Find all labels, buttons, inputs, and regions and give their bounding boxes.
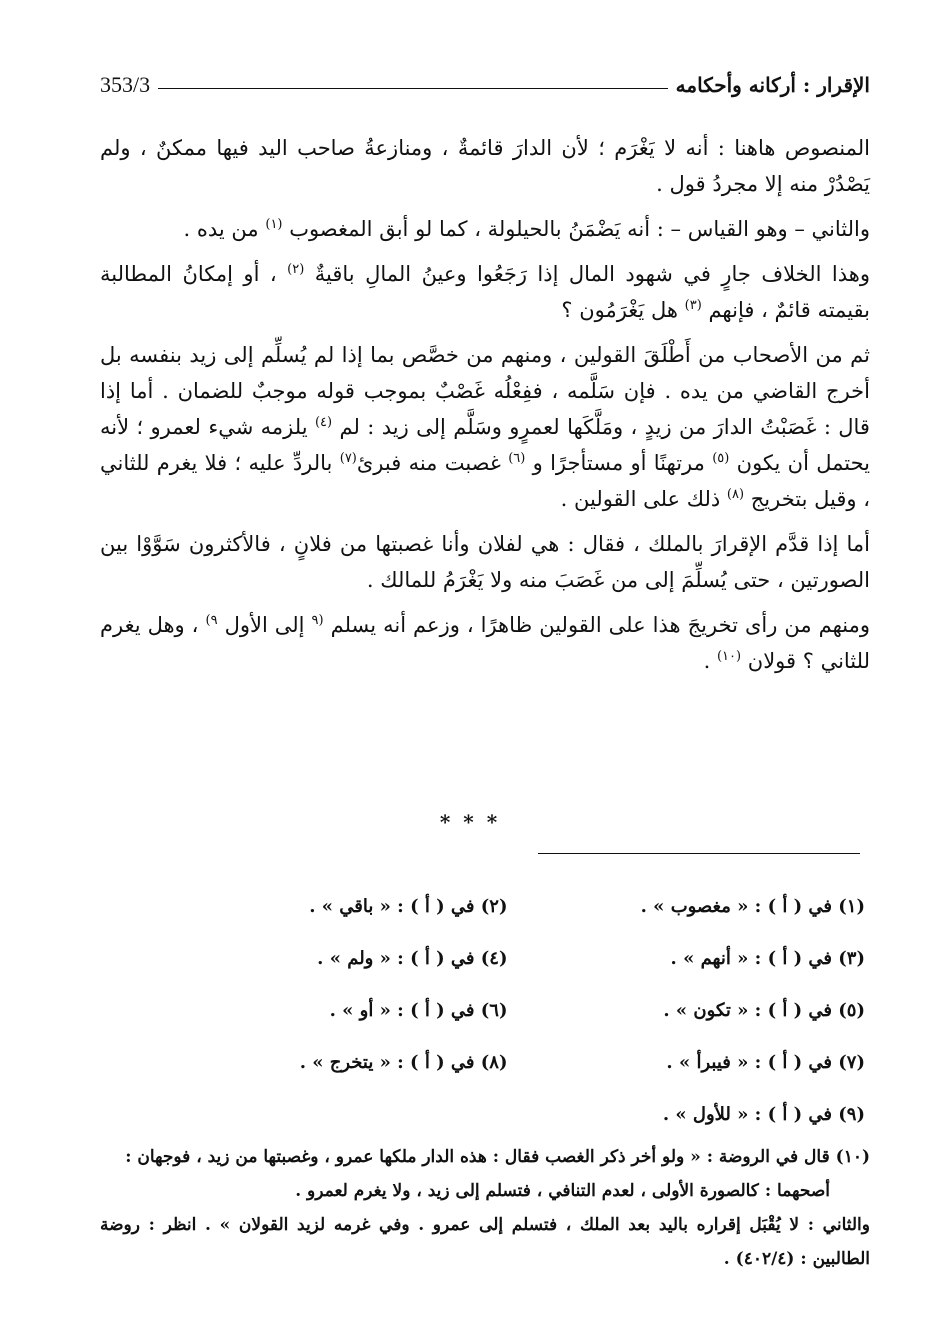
paragraph-2-text-b: من يده . — [183, 217, 259, 241]
footnote-row — [150, 984, 865, 1036]
paragraph-3-text-c: هل يَغْرَمُون ؟ — [561, 298, 678, 322]
footnote-ref-9-open: (٩ — [311, 613, 324, 628]
footnote-10-line-3: والثاني : لا يُقْبَل إقراره باليد بعد الملك ، فتسلم إلى عمرو . وفي غرمه لزيد القولان » . انظر : روضة الطالبين : (٤٠٢/٤) . — [100, 1215, 870, 1269]
paragraph-1 — [100, 130, 870, 202]
footnote-ref-7: (٧) — [339, 451, 357, 466]
paragraph-5 — [100, 526, 870, 598]
footnote-ref-6: (٦) — [508, 451, 526, 466]
footnote-10 — [100, 1140, 870, 1276]
footnote-1: (١) في ( أ ) : « مغصوب » . — [640, 895, 865, 917]
main-text — [100, 130, 870, 679]
footnote-row — [150, 932, 865, 984]
paragraph-4-text-c: مرتهنًا أو مستأجرًا و — [532, 451, 705, 475]
paragraph-6 — [100, 607, 870, 679]
header-rule — [158, 88, 668, 89]
footnote-ref-9-close: ٩) — [205, 613, 218, 628]
footnotes-grid — [150, 880, 865, 1140]
footnote-ref-2: (٢) — [287, 262, 305, 277]
footnote-ref-4: (٤) — [314, 415, 333, 430]
footnote-6: (٦) في ( أ ) : « أو » . — [329, 999, 508, 1021]
paragraph-4-text-e: بالردِّ عليه ؛ فلا يغرم للثاني ، وقيل بتخريج — [100, 451, 870, 511]
paragraph-5-text: أما إذا قدَّم الإقرارَ بالملك ، فقال : هي لفلان وأنا غصبتها من فلانٍ ، فالأكثرون سَوَّوْا بين الصورتين ، حتى يُسلِّمَ إلى من غَصَبَ منه ولا يَغْرَمُ للمالك . — [100, 532, 870, 592]
footnote-3: (٣) في ( أ ) : « أنهم » . — [670, 947, 865, 969]
footnote-8: (٨) في ( أ ) : « يتخرج » . — [299, 1051, 508, 1073]
paragraph-6-text-b: إلى الأول — [224, 613, 305, 637]
footnote-ref-5: (٥) — [712, 451, 730, 466]
footnote-ref-10: (١٠) — [716, 649, 742, 664]
paragraph-6-text-d: . — [703, 649, 711, 673]
paragraph-4-text-b: يلزمه شيء لعمرو ؛ لأنه يحتمل أن يكون — [100, 415, 871, 475]
page-number: 353/3 — [100, 72, 151, 97]
footnote-10-line-2: أصحهما : كالصورة الأولى ، لعدم التنافي ، فتسلم إلى زيد ، ولا يغرم لعمرو . — [295, 1181, 830, 1201]
paragraph-3-text-b: ، أو إمكانُ المطالبة بقيمته قائمٌ ، فإنهم — [100, 262, 870, 322]
footnote-row — [150, 880, 865, 932]
footnote-10-line-1: (١٠) قال في الروضة : « ولو أخر ذكر الغصب فقال : هذه الدار ملكها عمرو ، وغصبتها من زيد ، فوجهان : — [125, 1147, 870, 1167]
paragraph-1-text: المنصوص هاهنا : أنه لا يَغْرَم ؛ لأن الدارَ قائمةٌ ، ومنازعةُ صاحب اليد فيها ممكنٌ ، ولم يَصْدُرْ منه إلا مجردُ قول . — [100, 136, 870, 196]
paragraph-4 — [100, 337, 870, 517]
paragraph-2 — [100, 211, 870, 247]
paragraph-2-text-a: والثاني – وهو القياس – : أنه يَضْمَنُ بالحيلولة ، كما لو أبق المغصوب — [289, 217, 870, 241]
paragraph-6-text-a: ومنهم من رأى تخريجَ هذا على القولين ظاهرًا ، وزعم أنه يسلم — [330, 613, 871, 637]
paragraph-4-text-f: ذلك على القولين . — [560, 487, 721, 511]
running-title: الإقرار : أركانه وأحكامه — [675, 73, 870, 97]
paragraph-3-text-a: وهذا الخلاف جارٍ في شهود المال إذا رَجَعُوا وعينُ المالِ باقيةٌ — [314, 262, 870, 286]
paragraph-6-text-c: ، وهل يغرم للثاني ؟ قولان — [100, 613, 870, 673]
footnote-row — [150, 1088, 865, 1140]
paragraph-4-text-a: ثم من الأصحاب من أَطْلَقَ القولين ، ومنهم من خصَّص بما إذا لم يُسلِّم إلى زيد بنفسه بل أخرج القاضي من يده . فإن سَلَّمه ، ففِعْلُه غَصْبٌ بموجب قوله موجبٌ للضمان . أما إذا قال : غَصَبْتُ الدارَ من زيدٍ ، ومَلَّكَها لعمرٍو وسَلَّم إلى زيد : لم — [100, 343, 870, 439]
footnote-row — [150, 1036, 865, 1088]
footnote-ref-1: (١) — [265, 217, 283, 232]
section-separator: * * * — [439, 810, 501, 834]
footnote-5: (٥) في ( أ ) : « تكون » . — [663, 999, 865, 1021]
footnote-2: (٢) في ( أ ) : « باقي » . — [309, 895, 508, 917]
running-header — [100, 70, 870, 100]
footnote-ref-8: (٨) — [726, 487, 745, 502]
footnote-rule — [538, 853, 860, 854]
footnote-7: (٧) في ( أ ) : « فيبرأ » . — [666, 1051, 865, 1073]
footnote-4: (٤) في ( أ ) : « ولم » . — [317, 947, 508, 969]
footnote-9: (٩) في ( أ ) : « للأول » . — [662, 1103, 865, 1125]
footnote-ref-3: (٣) — [684, 298, 702, 313]
paragraph-3 — [100, 256, 870, 328]
paragraph-4-text-d: غصبت منه فبرئ — [356, 451, 501, 475]
